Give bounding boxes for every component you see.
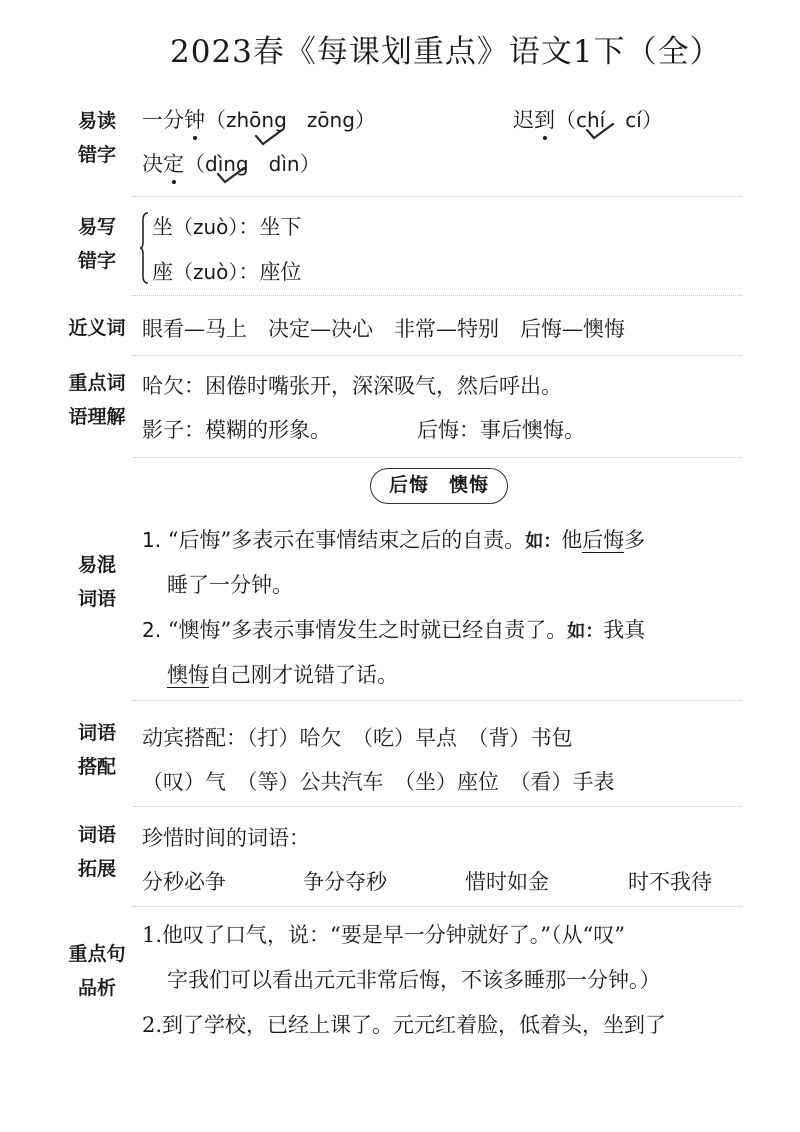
key-sentence-1: 1.他叹了口气，说：“要是早一分钟就好了。”（从“叹”: [142, 923, 625, 947]
key-word-definition: 哈欠：困倦时嘴张开，深深吸气，然后呼出。: [142, 374, 562, 398]
confusing-item-2-cont: 懊悔自己刚才说错了话。: [167, 663, 398, 687]
key-word-definition: 影子：模糊的形象。: [142, 418, 331, 442]
key-sentence-2: 2.到了学校，已经上课了。元元红着脸，低着头，坐到了: [142, 1013, 667, 1037]
check-mark-icon: [216, 166, 246, 186]
expand-word: 分秒必争: [142, 870, 226, 894]
synonyms-text: 眼看—马上 决定—决心 非常—特别 后悔—懊悔: [142, 317, 625, 341]
key-word-definition: 后悔：事后懊悔。: [417, 418, 585, 442]
section-divider: [132, 457, 742, 458]
page-title: 2023春《每课划重点》语文1下（全）: [170, 34, 722, 70]
expand-word: 时不我待: [628, 870, 712, 894]
expand-word: 争分夺秒: [303, 870, 387, 894]
section-divider: [132, 806, 742, 807]
section-label-easy-read: 易读 错字: [77, 110, 116, 166]
check-mark-icon: [254, 128, 284, 148]
section-divider: [132, 700, 742, 701]
section-divider: [132, 295, 742, 296]
section-label-key-sentence: 重点句 品析: [68, 943, 126, 999]
easy-write-item-2: 座（zuò）：座位: [152, 260, 302, 284]
brace-icon: [140, 212, 149, 284]
section-label-collocation: 词语 搭配: [77, 722, 116, 778]
easy-write-item-1: 坐（zuò）：坐下: [152, 215, 302, 239]
section-divider: [132, 355, 742, 356]
section-label-synonyms: 近义词: [68, 317, 126, 339]
section-divider: [132, 906, 742, 907]
easy-read-item-2: 迟到（chí cí）: [513, 108, 663, 132]
section-divider: [132, 196, 742, 197]
confusing-words-pill: 后悔 懊悔: [370, 468, 508, 504]
key-sentence-1-cont: 字我们可以看出元元非常后悔，不该多睡那一分钟。）: [167, 968, 661, 992]
expand-intro: 珍惜时间的词语：: [142, 826, 310, 850]
easy-read-item-3: 决定（dìng dìn）: [142, 152, 321, 176]
confusing-item-2: 2. “懊悔”多表示事情发生之时就已经自责了。如：我真: [142, 618, 646, 642]
confusing-item-1-cont: 睡了一分钟。: [167, 573, 293, 597]
section-label-easy-write: 易写 错字: [77, 216, 116, 272]
section-label-key-words: 重点词 语理解: [68, 372, 126, 428]
section-label-confusing: 易混 词语: [77, 554, 116, 610]
expand-word: 惜时如金: [465, 870, 549, 894]
section-label-expand: 词语 拓展: [77, 824, 116, 880]
easy-read-item-1: 一分钟（zhōng zōng）: [142, 108, 376, 132]
confusing-item-1: 1. “后悔”多表示在事情结束之后的自责。如：他后悔多: [142, 528, 646, 552]
collocation-line-1: 动宾搭配：（打）哈欠 （吃）早点 （背）书包: [142, 726, 573, 750]
collocation-line-2: （叹）气 （等）公共汽车 （坐）座位 （看）手表: [142, 770, 615, 794]
check-mark-icon: [585, 122, 615, 142]
